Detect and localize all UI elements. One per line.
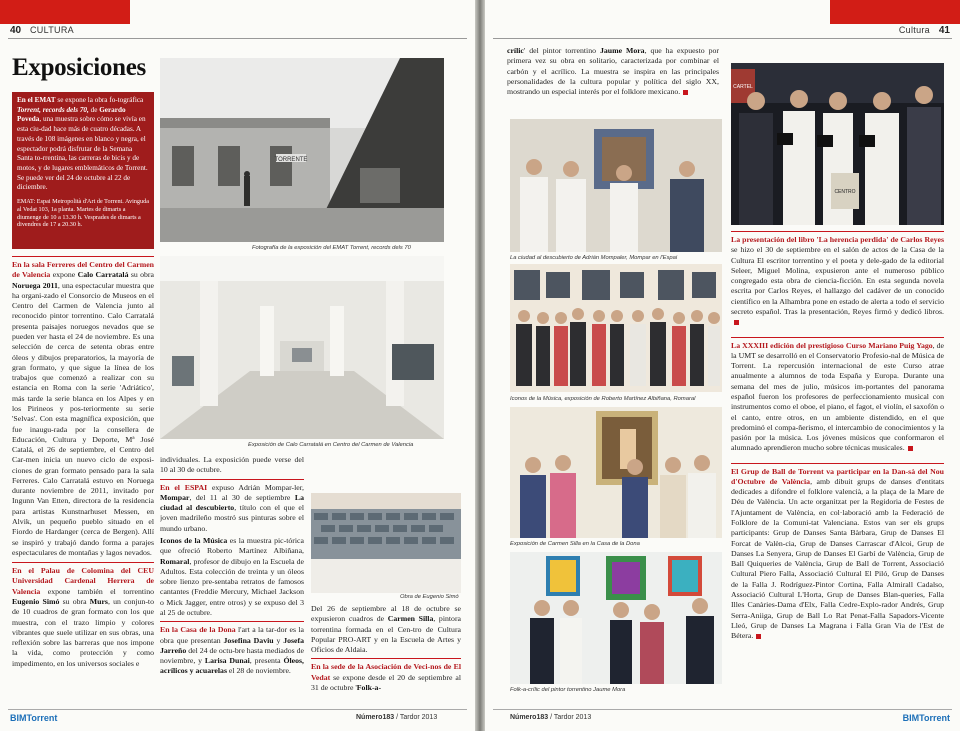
issue-info: Número183 / Tardor 2013 [510, 714, 592, 721]
banner-label: CENTRO [834, 189, 856, 195]
end-square-icon [908, 446, 913, 451]
caption-mora: Folk-a-crílic del pintor torrentino Jaume Mora [510, 687, 626, 693]
group-photo-silla [510, 407, 722, 538]
caption-mompar: La ciudad al descubierto de Adrián Mompaler, Mompar en l'Espai [510, 255, 678, 261]
photo-book-presentation [731, 63, 944, 225]
photo-eugenio-simo [311, 493, 461, 593]
page-gutter [475, 0, 485, 731]
station-sign: TORRENTE [274, 157, 308, 163]
page-title: Exposiciones [12, 54, 146, 81]
photo-carmen-silla [510, 407, 722, 538]
page-header [485, 0, 960, 40]
photo-torrent-records [160, 58, 444, 242]
article-column-3: Del 26 de septiembre al 18 de octubre se expusieron cuadros de Carmen Silla, pintora torrentina formada en el Cen-tro de Cultura Popular PRO-ART y en la Escuela de Artes y Oficios de Aldaia. En la sede de la Asociación de Veci-nos de El Vedat se expone desde el 20 de septiembre al 31 de octubre 'Folk-a- [311, 604, 461, 692]
photo-iconos [510, 264, 722, 392]
page-number: 41 [938, 25, 950, 36]
section-label: Cultura [898, 25, 930, 35]
article-column-1: En la sala Ferreres del Centro del Carmen de Valencia expone Calo Carratalá su obra Noruega 2011, una espectacular muestra que ha organi-zado el Consorcio de Museos en el Centro del Carmen de Valencia junto al reconocido pintor torrentino. Calo Carratalá presenta paisajes noruegos nevados que se pueden ver hasta el 24 de noviembre. Es una selección de cerca de setenta obras entre óleos y dibujos preparatorios, la mayoría de gran formato, y que sigue la línea de los trabajos que comenzó a realizar con su estancia en Roma con la serie 'Adriático', más tarde la serie blanca en los Alpes y en los Pirineos y pos-teriormente su serie 'Selvas'. Con esta magnífica exposición, que fue inaugu-rada por la consellera de Educación, Cultura y Deporte, Mª José Catalá, el 26 de septiembre, el Centro del Car-men inicia un nuevo ciclo de exposi-ciones de gran formato pensado para la sala Ferreres. Calo Carratalá estuvo en Noruega durante noviembre de 2011, invitado por Ingunn Van Etten, directora de la residencia para artistas Kunstnarhuset Messen, en Alvik, un pequeño pueblo situado en el Fiordo de Hardanger (cerca de Bergen). Allí se inspiró y trabajó dando forma a parajes espectaculares de montañas y lagos nevados. En el Palau de Colomina del CEU Universidad Cardenal Herrera de Valencia expone también el torrentino Eugenio Simó su obra Murs, un conjun-to de 10 cuadros de gran formato con los que muestra, con el trazo limpio y colores vibrantes que suele utilizar en sus obras, una reflexión sobre las barreras que nos impone la vida, como protección y como impedimento, en los universos sociales e [12, 256, 154, 703]
group-photo-book [731, 63, 944, 225]
photo-mompar [510, 119, 722, 252]
emat-info: EMAT: Espai Metropolità d'Art de Torrent. Avinguda al Vedat 103, 1a planta. Martes de dimarts a diumenge de 10 a 13.30 h. Vesprades de dimarts a divendres de 17 a 20.30 h. [17, 198, 149, 229]
brand-logo: BIMTorrent [902, 713, 950, 723]
caption-iconos: Iconos de la Música, exposición de Roberto Martínez Albiñana, Romaral [510, 396, 696, 402]
section-label: CULTURA [30, 25, 74, 35]
article-column-b: La presentación del libro 'La herencia perdida' de Carlos Reyes se hizo el 30 de septiembre en el salón de actos de la Casa de la Cultura El escritor torrentino y el poeta y dele-gado de la editorial Seleer, Miguel Molina, expusieron ante el numeroso público congregado esta obra de ciencia-ficción. En esta segunda novela escrita por Carlos Reyes, el hallazgo del cadáver de un conocido científico en la Alhambra pone en estado de alerta a todo el servicio secreto español. Tras la presentación, Reyes firmó y dedicó libros. La XXXIII edición del prestigioso Curso Mariano Puig Yago, de la UMT se desarrolló en el Conservatorio Profesio-nal de Música de Torrent. La repercusión internacional de este Curso atrae anualmente a alumnos de toda España y Europa. Durante una semana del mes de julio, músicos im-portantes del panorama español fueron los profesores de perfeccionamiento musical con instrumentos como el oboe, el piano, el fagot, el violín, el saxofón o el canto, entre otros, en un ambiente distendido, en el que predominó el compa-ñerismo, el intercambio de conocimientos y la pasión por la música. Los jóvenes músicos que conformaron el alumnado aprendieron mucho sobre técnicas musicales. El Grup de Ball de Torrent va participar en la Dan-sà del Nou d'Octubre de València, amb dibuit grups de danses d'entitats dedicades a difondre el folklore valencià, a la plaça de la Mare de Déu de València. Un acte organitzat per la Regidoria de Festes de l'Ajuntament de València, en col·laboració amb la Federació de Folklore de la Comuni-tat Valenciana. Estos van ser els grups participants: Grup de Danses Santa Bàrbara, Grup de Danses El Forcat de Valèn-cia, Grup de Danses Carrascar d'Alcoi, Grup de Danses La Senyera, Grup de Danses El Garbí de València, Grup de Ball Quiqueries de València, Grup de Ball de Torrent, Associació Cultural Piero Falla, Associació Cultural El Piló, Grup de Danses de la Falla J. Rodríguez-Pintor Cortina, Falla Almirall Cadalso, Associació Cultural L'Horta, Grup de Danses Blan-queries, Falla Illes Canàries-Dama d'Elx, Falla Cedre-Explo-rador Andrés, Grup Serra-Aniiga, Grup de Ball Lo Rat Penat-Falla Sapadors-Vicente Lleó, Grup de Danses La Magrana i Falla Gran Via de l'Est de Bétera. [731, 231, 944, 703]
article-column-a: crílic' del pintor torrentino Jaume Mora, que ha expuesto por primera vez su obra en solitario, caracterizada por combinar el carbón y el acrílico. La muestra se inspira en las principales personalidades de la cultura popular y política del siglo XX, mostrando un especial interés por el folklore mexicano. [507, 46, 719, 97]
page-header [0, 0, 475, 40]
end-square-icon [756, 634, 761, 639]
photo-jaume-mora [510, 552, 722, 684]
poster-label: CARTEL [733, 84, 753, 90]
photo2-caption: Exposición de Calo Carratalá en Centro del Carmen de Valencia [248, 442, 414, 448]
photo1-caption: Fotografía de la exposición del EMAT Torrent, records dels 70 [252, 245, 411, 251]
gallery-hall-photo [160, 256, 444, 439]
group-photo-mompar [510, 119, 722, 252]
wall-painting [311, 493, 461, 593]
bw-street-photo [160, 58, 444, 242]
right-page [485, 0, 960, 731]
photo3-caption: Obra de Eugenio Simó [400, 594, 459, 600]
group-photo-iconos [510, 264, 722, 392]
issue-info: Número183 / Tardor 2013 [356, 714, 438, 721]
header-red-tab [0, 0, 130, 24]
header-red-tab [830, 0, 960, 24]
left-page [0, 0, 475, 731]
end-square-icon [734, 320, 739, 325]
photo-calo-carratala [160, 256, 444, 439]
emat-sidebar-box: En el EMAT se expone la obra fo-tográfica Torrent, records dels 70, de Gerardo Poveda, una muestra sobre cómo se vivía en esta ciu-dad hace más de cuatro décadas. A través de 108 imágenes en blanco y negra, el espectador podrá disfrutar de la Semana Santa to-rrentina, las carreras de bicis y de motos, y de lugares emblemáticos de Torrent. Se puede ver del 24 de octubre al 22 de diciembre. EMAT: Espai Metropolità d'Art de Torrent. Avinguda al Vedat 103, 1a planta. Martes de dimarts a diumenge de 10 a 13.30 h. Vesprades de dimarts a divendres de 17 a 20.30 h. [12, 92, 154, 249]
article-column-2: individuales. La exposición puede verse del 10 al 30 de octubre. En el ESPAI expuso Adrián Mompar-ler, Mompar, del 11 al 30 de septiembre La ciudad al descubierto, título con el que el joven madrileño mostró sus pinturas sobre el mundo urbano. Iconos de la Música es la muestra pic-tórica que ofreció Roberto Martínez Albiñana, Romaral, profesor de dibujo en la Escuela de Adultos. Esta colección de treinta y un óleos sobre lienzo pre-sentaba retratos de famosos cantantes (Freddie Mercury, Michael Jackson o Mick Jagger, entre otros) y se expuso del 3 al 25 de octubre. En la Casa de la Dona l'art a la tar-dor es la obra que presentan Josefina Daviu y Josefa Jarreño del 24 de octu-bre hasta mediados de noviembre, y Larisa Dunai, presenta Óleos, acrílicos y acuarelas el 28 de noviembre. [160, 455, 304, 676]
brand-logo: BIMTorrent [10, 713, 58, 723]
caption-silla: Exposición de Carmen Silla en la Casa de la Dona [510, 541, 640, 547]
page-footer [0, 705, 475, 731]
page-number: 40 [10, 25, 22, 36]
end-square-icon [683, 90, 688, 95]
group-photo-mora [510, 552, 722, 684]
page-footer [485, 705, 960, 731]
